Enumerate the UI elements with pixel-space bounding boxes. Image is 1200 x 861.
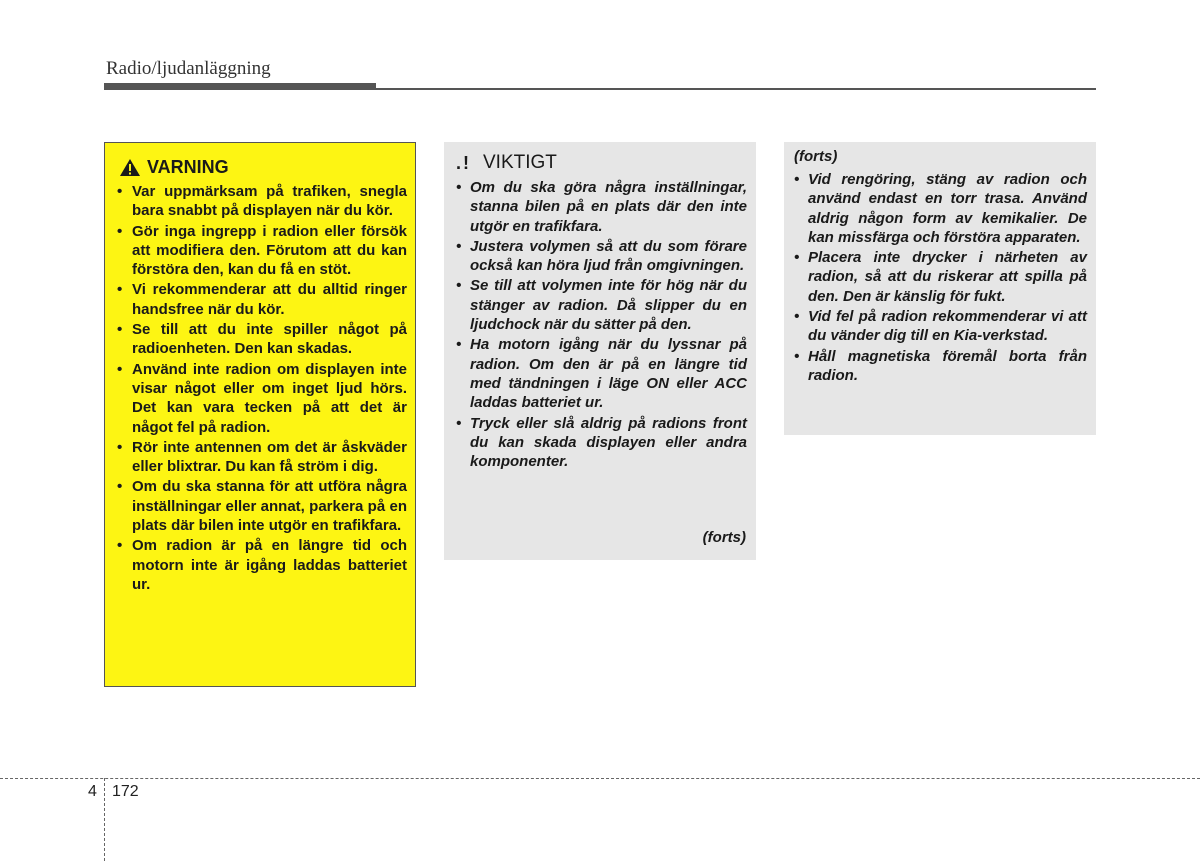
warning-triangle-icon <box>119 158 141 177</box>
list-item: • Justera volymen så att du som förare också kan höra ljud från omgivningen. <box>454 237 747 276</box>
exclamation-icon: .! <box>456 152 471 173</box>
list-item: • Placera inte drycker i närheten av radion, så att du riskerar att spilla på den. Den är känslig för fukt. <box>792 248 1087 306</box>
notice-title: VIKTIGT <box>483 152 557 173</box>
page-number: 172 <box>112 783 139 800</box>
continued-from-label: (forts) <box>794 148 838 165</box>
list-item: • Gör inga ingrepp i radion eller försök att modifiera den. Förutom att du kan förstöra den, kan du få en stöt. <box>115 222 407 280</box>
list-item: • Rör inte antennen om det är åskväder eller blixtrar. Du kan få ström i dig. <box>115 438 407 477</box>
list-item: • Håll magnetiska föremål borta från radion. <box>792 347 1087 386</box>
list-item: • Se till att volymen inte för hög när du stänger av radion. Då slipper du en ljudchock när du sätter på den. <box>454 276 747 334</box>
list-item: • Vi rekommenderar att du alltid ringer handsfree när du kör. <box>115 280 407 319</box>
list-item: • Använd inte radion om displayen inte visar något eller om inget ljud hörs. Det kan vara tecken på att det är något fel på radion. <box>115 360 407 437</box>
notice-continued-list <box>792 170 1087 386</box>
list-item: • Ha motorn igång när du lyssnar på radion. Om den är på en längre tid med tändningen i läge ON eller ACC laddas batteriet ur. <box>454 335 747 412</box>
notice-heading <box>456 152 557 174</box>
list-item: • Vid rengöring, stäng av radion och använd endast en torr trasa. Använd aldrig någon form av kemikalier. De kan missfärga och förstöra apparaten. <box>792 170 1087 247</box>
notice-continued-box <box>784 142 1096 435</box>
list-item: • Tryck eller slå aldrig på radions front du kan skada displayen eller andra komponenter. <box>454 414 747 472</box>
warning-list <box>115 182 407 595</box>
header-rule-thin <box>376 88 1096 90</box>
header-rule-thick <box>104 83 376 90</box>
warning-box <box>104 142 416 687</box>
notice-box <box>444 142 756 560</box>
warning-heading <box>119 157 229 178</box>
list-item: • Se till att du inte spiller något på radioenheten. Den kan skadas. <box>115 320 407 359</box>
list-item: • Om du ska göra några inställningar, stanna bilen på en plats där den inte utgör en trafikfara. <box>454 178 747 236</box>
footer-vertical-divider <box>104 778 105 861</box>
chapter-number: 4 <box>88 783 97 800</box>
section-title: Radio/ljudanläggning <box>106 58 271 79</box>
list-item: • Om radion är på en längre tid och motorn inte är igång laddas batteriet ur. <box>115 536 407 594</box>
notice-list <box>454 178 747 472</box>
list-item: • Vid fel på radion rekommenderar vi att du vänder dig till en Kia-verkstad. <box>792 307 1087 346</box>
list-item: • Om du ska stanna för att utföra några inställningar eller annat, parkera på en plats där bilen inte utgör en trafikfara. <box>115 477 407 535</box>
footer-divider <box>0 778 1200 779</box>
warning-title: VARNING <box>147 157 229 177</box>
list-item: • Var uppmärksam på trafiken, snegla bara snabbt på displayen när du kör. <box>115 182 407 221</box>
continued-label: (forts) <box>702 529 746 546</box>
